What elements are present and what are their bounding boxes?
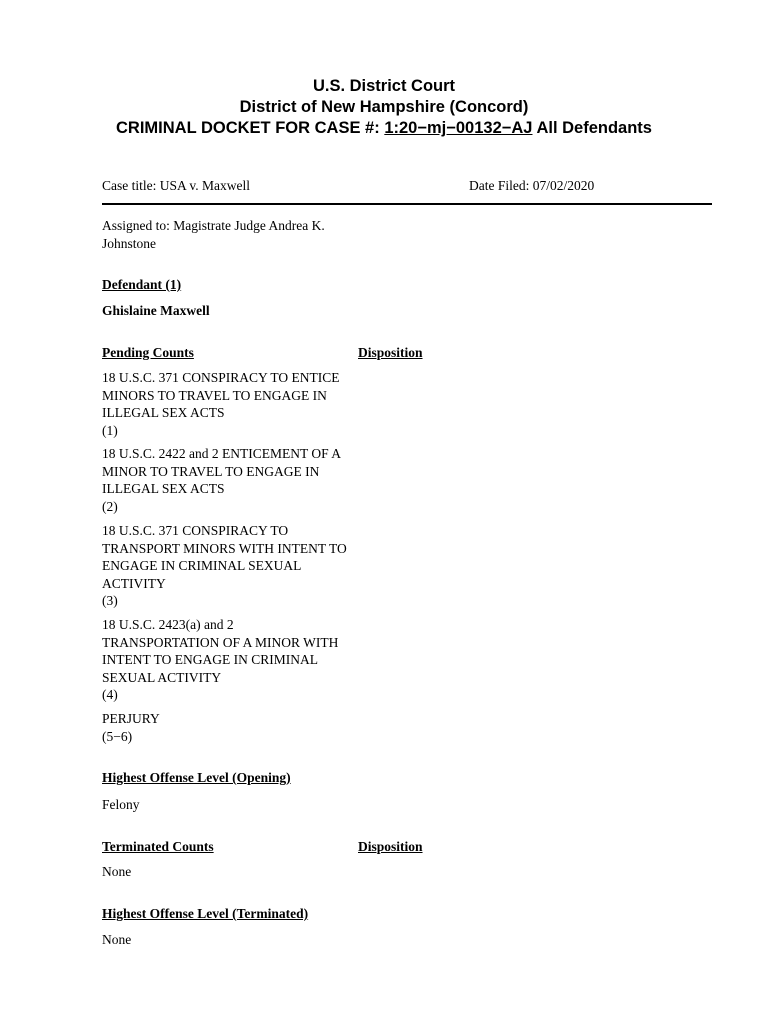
date-filed: Date Filed: 07/02/2020 [469,178,595,193]
count-description: 18 U.S.C. 371 CONSPIRACY TO TRANSPORT MINORS WITH INTENT TO ENGAGE IN CRIMINAL SEXUAL ACTIVITY [102,523,347,591]
pending-count-4 [102,616,347,704]
count-description: 18 U.S.C. 371 CONSPIRACY TO ENTICE MINORS TO TRAVEL TO ENGAGE IN ILLEGAL SEX ACTS [102,370,340,420]
pending-counts-heading: Pending Counts [102,345,194,360]
docket-title-suffix: All Defendants [532,119,652,137]
court-name: U.S. District Court [312,77,456,95]
header-divider [102,203,712,205]
docket-header [0,76,768,139]
count-number: (3) [102,593,118,608]
count-description: 18 U.S.C. 2423(a) and 2 TRANSPORTATION OF A MINOR WITH INTENT TO ENGAGE IN CRIMINAL SEXUAL ACTIVITY [102,617,339,685]
highest-offense-terminated-heading: Highest Offense Level (Terminated) [102,906,309,921]
docket-title [0,118,768,139]
highest-offense-terminated-value: None [102,932,132,947]
pending-disposition-heading: Disposition [358,345,423,360]
docket-title-prefix: CRIMINAL DOCKET FOR CASE #: [116,119,385,137]
pending-count-2 [102,445,347,515]
count-number: (1) [102,422,118,438]
highest-offense-opening-heading: Highest Offense Level (Opening) [102,770,291,785]
highest-offense-opening-value: Felony [102,797,140,812]
count-number: (2) [102,498,118,514]
count-number: (5−6) [102,728,133,744]
case-number-link[interactable]: 1:20−mj−00132−AJ [384,119,533,137]
terminated-disposition-heading: Disposition [358,839,423,854]
count-description: 18 U.S.C. 2422 and 2 ENTICEMENT OF A MINOR TO TRAVEL TO ENGAGE IN ILLEGAL SEX ACTS [102,446,341,496]
pending-count-1 [102,369,347,439]
defendant-name: Ghislaine Maxwell [102,303,210,318]
terminated-counts-value: None [102,864,132,879]
defendant-heading: Defendant (1) [102,277,182,292]
count-number: (4) [102,687,118,702]
case-title: Case title: USA v. Maxwell [102,178,250,193]
pending-count-3 [102,522,347,610]
terminated-counts-heading: Terminated Counts [102,839,214,854]
assigned-to: Assigned to: Magistrate Judge Andrea K. Johnstone [102,218,325,251]
pending-count-5 [102,710,347,745]
district-name: District of New Hampshire (Concord) [239,98,529,116]
count-description: PERJURY [102,711,160,726]
